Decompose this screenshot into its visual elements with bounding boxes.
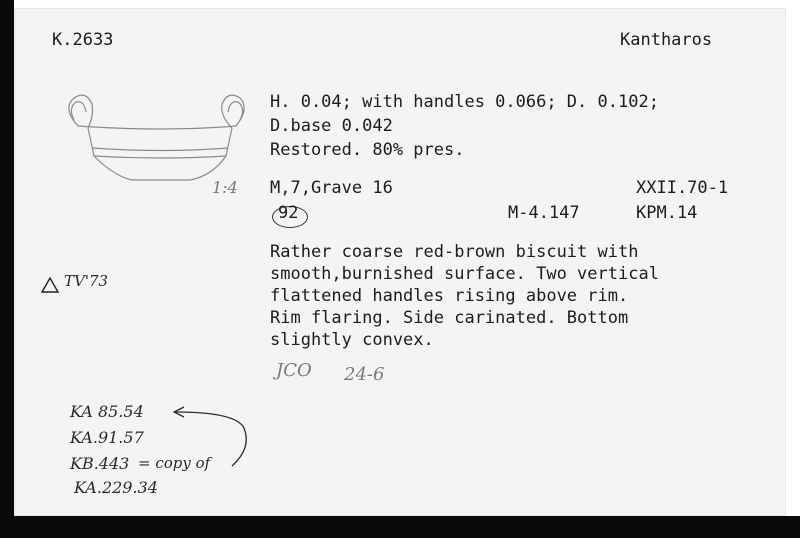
curved-arrow <box>14 8 274 508</box>
catalog-number: K.2633 <box>52 30 114 50</box>
scale-note: 1:4 <box>212 178 238 197</box>
scan-edge-left <box>0 0 14 538</box>
preservation-note: Restored. 80% pres. <box>270 140 465 160</box>
dimensions-line-1: H. 0.04; with handles 0.066; D. 0.102; <box>270 92 659 112</box>
copy-note: = copy of <box>138 454 211 472</box>
inventory-ref: XXII.70-1 <box>636 178 729 198</box>
find-location: M,7,Grave 16 <box>270 178 393 198</box>
circled-number: 92 <box>278 203 299 223</box>
description-line: Rim flaring. Side carinated. Bottom <box>270 308 629 328</box>
initials: JCO <box>276 360 312 381</box>
ka-reference: KA.91.57 <box>70 428 144 447</box>
museum-number: M-4.147 <box>508 203 580 223</box>
tv-note: TV'73 <box>64 272 109 290</box>
kpm-number: KPM.14 <box>636 203 698 223</box>
date-note: 24-6 <box>344 364 385 385</box>
ka-reference: KB.443 <box>70 454 130 473</box>
ka-reference: KA.229.34 <box>74 478 158 497</box>
scan-edge-bottom <box>0 516 800 538</box>
description-line: Rather coarse red-brown biscuit with <box>270 242 639 262</box>
catalog-card <box>14 8 786 516</box>
description-line: slightly convex. <box>270 330 434 350</box>
dimensions-line-2: D.base 0.042 <box>270 116 393 136</box>
object-type: Kantharos <box>620 30 713 50</box>
ka-reference: KA 85.54 <box>70 402 144 421</box>
description-line: flattened handles rising above rim. <box>270 286 629 306</box>
description-line: smooth,burnished surface. Two vertical <box>270 264 659 284</box>
